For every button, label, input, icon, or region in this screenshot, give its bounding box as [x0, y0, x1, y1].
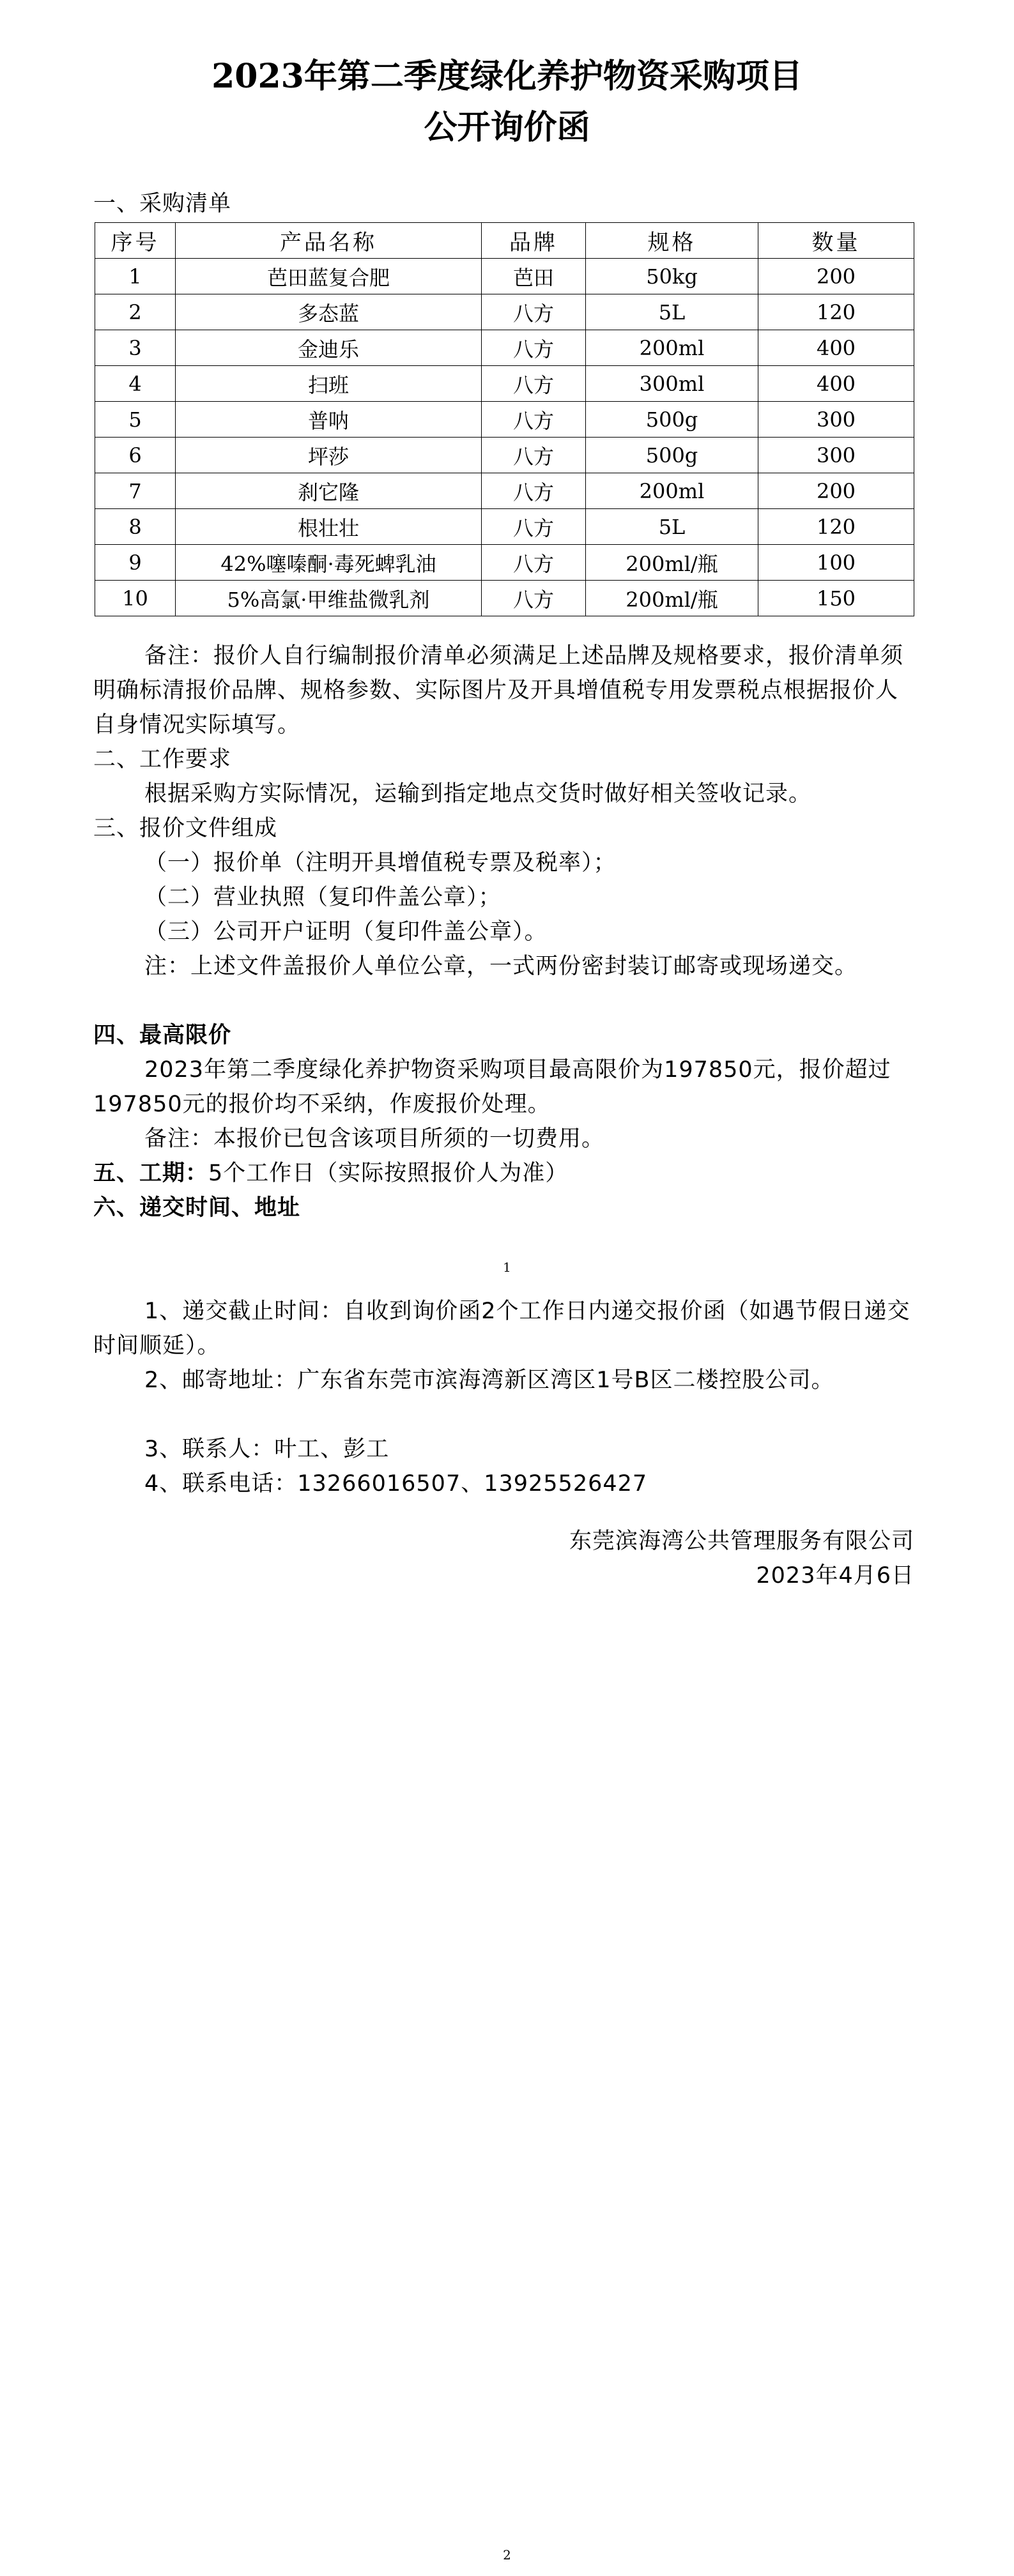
table-cell: 150	[758, 581, 914, 616]
section-6-heading: 六、递交时间、地址	[93, 1195, 301, 1221]
contact-person: 3、联系人：叶工、彭工	[144, 1437, 390, 1462]
table-cell: 5	[95, 402, 176, 438]
document-title-line1: 2023年第二季度绿化养护物资采购项目	[211, 57, 803, 96]
table-cell: 42%噻嗪酮·毒死蜱乳油	[176, 545, 482, 581]
table-row	[95, 294, 914, 330]
table-cell: 50kg	[586, 259, 758, 294]
table-row	[95, 366, 914, 402]
table-cell: 4	[95, 366, 176, 402]
table-cell: 200	[758, 473, 914, 509]
table-row	[95, 330, 914, 366]
table-cell: 多态蓝	[176, 294, 482, 330]
table-cell: 9	[95, 545, 176, 581]
table-cell: 120	[758, 509, 914, 545]
table-cell: 芭田	[482, 259, 586, 294]
table-cell: 5L	[586, 509, 758, 545]
table-row	[95, 402, 914, 438]
page-number-2: 2	[503, 2547, 511, 2563]
table-cell: 100	[758, 545, 914, 581]
table-cell: 120	[758, 294, 914, 330]
table-cell: 普呐	[176, 402, 482, 438]
table-cell: 八方	[482, 330, 586, 366]
section-3-note: 注：上述文件盖报价人单位公章，一式两份密封装订邮寄或现场递交。	[144, 954, 858, 979]
section-3-heading: 三、报价文件组成	[93, 816, 278, 841]
document-title-line2: 公开询价函	[424, 108, 590, 147]
table-cell: 200ml/瓶	[586, 581, 758, 616]
table-cell: 500g	[586, 402, 758, 438]
table-cell: 刹它隆	[176, 473, 482, 509]
table-cell: 八方	[482, 473, 586, 509]
table-cell: 200	[758, 259, 914, 294]
section-4-note: 备注：本报价已包含该项目所须的一切费用。	[144, 1126, 605, 1152]
section-1-note: 备注：报价人自行编制报价清单必须满足上述品牌及规格要求，报价清单须明确标清报价品牌、规格参数、实际图片及开具增值税专用发票税点根据报价人自身情况实际填写。	[93, 643, 904, 738]
table-header-cell: 规格	[586, 223, 758, 259]
table-cell: 1	[95, 259, 176, 294]
table-cell: 八方	[482, 438, 586, 473]
table-row	[95, 473, 914, 509]
table-cell: 200ml	[586, 473, 758, 509]
section-2-heading: 二、工作要求	[93, 747, 232, 772]
section-5-heading: 五、工期：	[93, 1161, 209, 1186]
section-2-body: 根据采购方实际情况，运输到指定地点交货时做好相关签收记录。	[144, 781, 812, 807]
table-cell: 300	[758, 438, 914, 473]
table-cell: 扫班	[176, 366, 482, 402]
table-cell: 300	[758, 402, 914, 438]
table-cell: 八方	[482, 581, 586, 616]
table-header-row	[95, 223, 914, 259]
table-header-cell: 序号	[95, 223, 176, 259]
procurement-table	[95, 222, 914, 616]
table-cell: 八方	[482, 366, 586, 402]
table-header-cell: 产品名称	[176, 223, 482, 259]
table-cell: 400	[758, 330, 914, 366]
table-cell: 5%高氯·甲维盐微乳剂	[176, 581, 482, 616]
table-cell: 5L	[586, 294, 758, 330]
table-cell: 6	[95, 438, 176, 473]
page-number-1: 1	[503, 1260, 511, 1275]
table-cell: 根壮壮	[176, 509, 482, 545]
mailing-address: 2、邮寄地址：广东省东莞市滨海湾新区湾区1号B区二楼控股公司。	[144, 1368, 834, 1393]
table-row	[95, 259, 914, 294]
signature-date: 2023年4月6日	[756, 1563, 914, 1589]
table-header-cell: 数量	[758, 223, 914, 259]
delivery-deadline: 1、递交截止时间：自收到询价函2个工作日内递交报价函（如遇节假日递交时间顺延）。	[93, 1299, 910, 1359]
section-3-item-3: （三）公司开户证明（复印件盖公章）。	[144, 919, 548, 945]
table-cell: 10	[95, 581, 176, 616]
section-3-item-2: （二）营业执照（复印件盖公章）；	[144, 885, 502, 910]
table-cell: 400	[758, 366, 914, 402]
table-cell: 500g	[586, 438, 758, 473]
table-row	[95, 581, 914, 616]
table-cell: 八方	[482, 509, 586, 545]
table-cell: 3	[95, 330, 176, 366]
section-1-heading: 一、采购清单	[93, 191, 232, 217]
table-cell: 200ml/瓶	[586, 545, 758, 581]
table-cell: 八方	[482, 545, 586, 581]
table-row	[95, 509, 914, 545]
table-cell: 200ml	[586, 330, 758, 366]
table-row	[95, 545, 914, 581]
contact-phone: 4、联系电话：13266016507、13925526427	[144, 1471, 648, 1497]
table-row	[95, 438, 914, 473]
table-cell: 八方	[482, 294, 586, 330]
signature-org: 东莞滨海湾公共管理服务有限公司	[569, 1528, 914, 1554]
section-5	[93, 1156, 914, 1191]
table-header-cell: 品牌	[482, 223, 586, 259]
table-cell: 坪莎	[176, 438, 482, 473]
section-3-item-1: （一）报价单（注明开具增值税专票及税率）；	[144, 850, 617, 876]
section-4-heading: 四、最高限价	[93, 1023, 232, 1048]
table-cell: 7	[95, 473, 176, 509]
page-2	[0, 1288, 1014, 2576]
table-cell: 8	[95, 509, 176, 545]
table-cell: 2	[95, 294, 176, 330]
table-cell: 金迪乐	[176, 330, 482, 366]
section-4-body: 2023年第二季度绿化养护物资采购项目最高限价为197850元，报价超过197850元的报价均不采纳，作废报价处理。	[93, 1057, 891, 1117]
table-cell: 300ml	[586, 366, 758, 402]
table-cell: 芭田蓝复合肥	[176, 259, 482, 294]
table-cell: 八方	[482, 402, 586, 438]
section-5-body: 5个工作日（实际按照报价人为准）	[208, 1161, 569, 1186]
